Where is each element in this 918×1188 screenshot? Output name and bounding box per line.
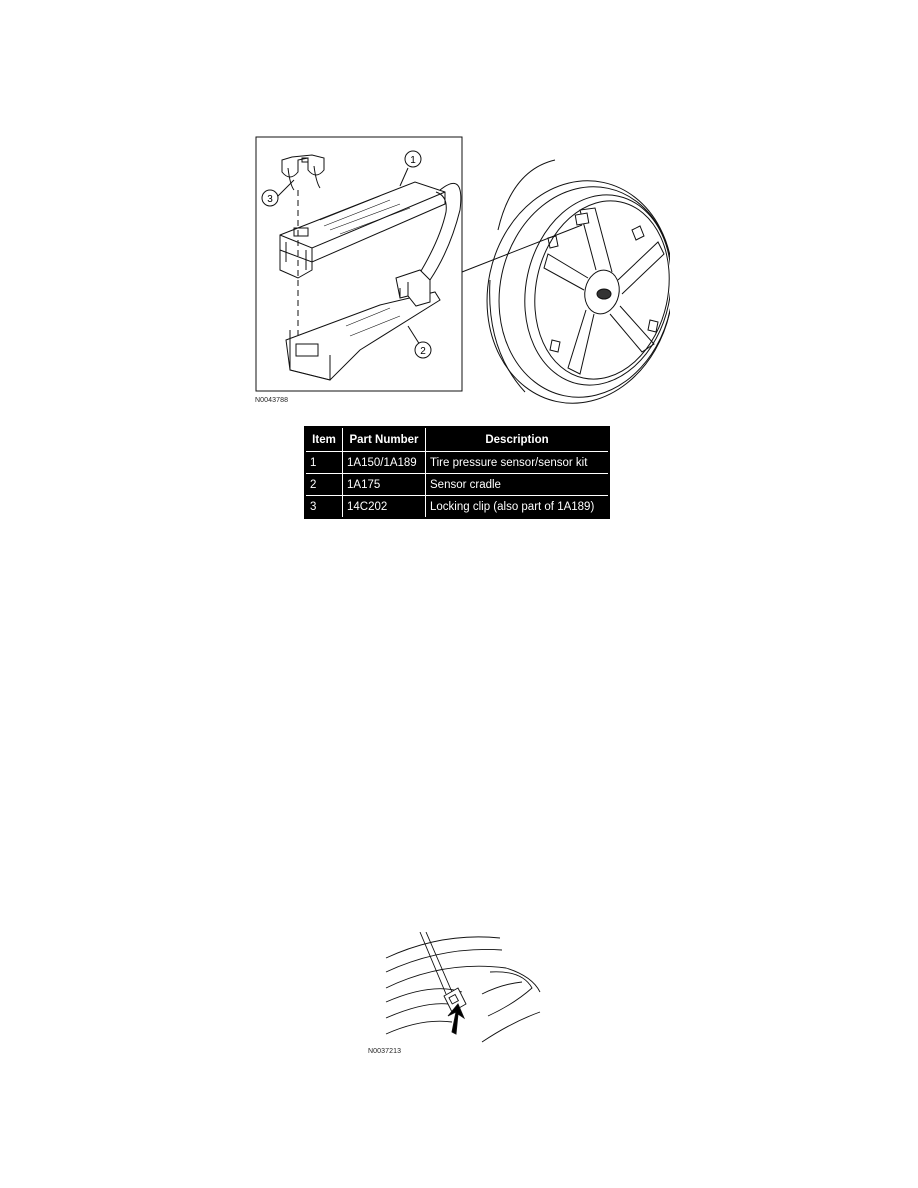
- cell-description: Tire pressure sensor/sensor kit: [426, 452, 610, 474]
- table-row: [305, 496, 609, 519]
- callout-3: 3: [267, 194, 273, 205]
- cell-item: 3: [305, 496, 343, 519]
- sensor-assembly-illustration: [250, 130, 670, 410]
- locking-clip-drawing: [282, 155, 324, 190]
- callout-1: 1: [410, 155, 416, 166]
- sensor-on-rim-illustration: [382, 932, 542, 1050]
- cell-part-number: 1A150/1A189: [343, 452, 426, 474]
- table-row: [305, 474, 609, 496]
- column-header-description: Description: [426, 427, 610, 452]
- illustration-frame: [256, 137, 462, 391]
- figure-1-code: N0043788: [255, 397, 289, 404]
- cell-item: 2: [305, 474, 343, 496]
- parts-table: [304, 426, 610, 519]
- column-header-part-number: Part Number: [343, 427, 426, 452]
- cell-description: Sensor cradle: [426, 474, 610, 496]
- cell-part-number: 1A175: [343, 474, 426, 496]
- callout-2: 2: [420, 346, 426, 357]
- table-row: [305, 452, 609, 474]
- wheel-drawing: [467, 160, 670, 410]
- cell-description: Locking clip (also part of 1A189): [426, 496, 610, 519]
- column-header-item: Item: [305, 427, 343, 452]
- figure-2-code: N0037213: [368, 1048, 402, 1055]
- cell-part-number: 14C202: [343, 496, 426, 519]
- sensor-cradle-drawing: [286, 270, 440, 380]
- tire-pressure-sensor-drawing: [280, 182, 461, 280]
- cell-item: 1: [305, 452, 343, 474]
- table-header-row: [305, 427, 609, 452]
